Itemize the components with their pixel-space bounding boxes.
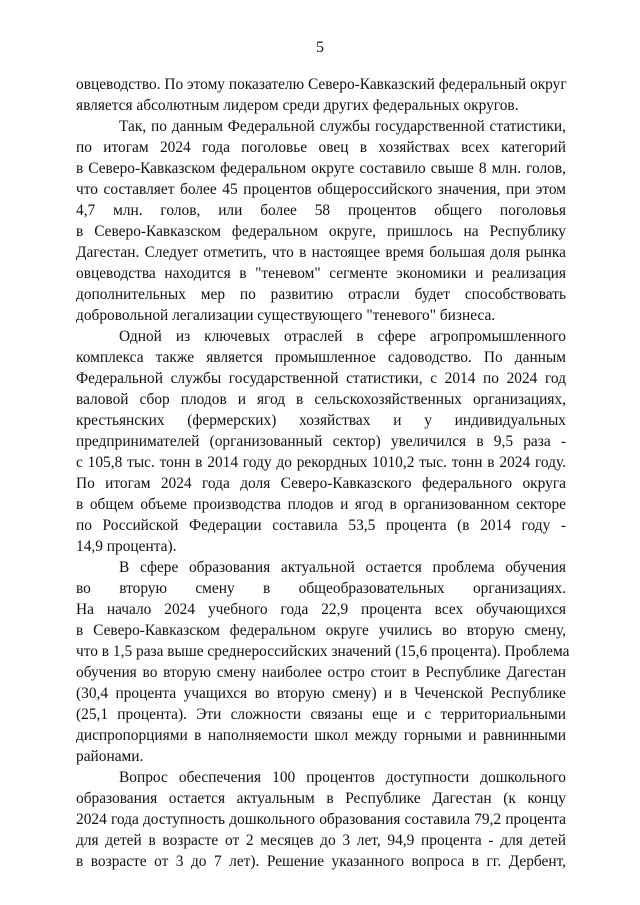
text-line: В сфере образования актуальной остается проблема обучения bbox=[119, 559, 566, 576]
text-line: 2024 года доступность дошкольного образования составила 79,2 процента bbox=[76, 811, 566, 828]
paragraph-4 bbox=[76, 557, 570, 767]
text-line: с 105,8 тыс. тонн в 2014 году до рекордных 1010,2 тыс. тонн в 2024 году. bbox=[76, 454, 566, 471]
text-line: в Северо-Кавказском федеральном округе учились во вторую смену, bbox=[76, 622, 566, 639]
text-line: что составляет более 45 процентов общероссийского значения, при этом bbox=[76, 181, 566, 198]
text-line: добровольной легализации существующего "теневого" бизнеса. bbox=[76, 307, 496, 324]
text-line: диспропорциями в наполняемости школ между горными и равнинными bbox=[76, 727, 566, 744]
text-line: комплекса также является промышленное садоводство. По данным bbox=[76, 349, 566, 366]
text-line: районами. bbox=[76, 748, 144, 765]
text-line: (30,4 процента учащихся во вторую смену) и в Чеченской Республике bbox=[76, 685, 566, 702]
text-line: Вопрос обеспечения 100 процентов доступности дошкольного bbox=[119, 769, 566, 786]
text-line: в общем объеме производства плодов и ягод в организованном секторе bbox=[76, 496, 566, 513]
text-line: во вторую смену в общеобразовательных организациях. bbox=[76, 580, 566, 597]
document-body bbox=[76, 74, 570, 872]
text-line: образования остается актуальным в Республике Дагестан (к концу bbox=[76, 790, 566, 807]
text-line: является абсолютным лидером среди других федеральных округов. bbox=[76, 97, 519, 114]
text-line: дополнительных мер по развитию отрасли будет способствовать bbox=[76, 286, 566, 303]
paragraph-3 bbox=[76, 326, 566, 557]
paragraph-5 bbox=[76, 767, 566, 872]
text-line: обучения во вторую смену наиболее остро стоит в Республике Дагестан bbox=[76, 664, 566, 681]
text-line: овцеводство. По этому показателю Северо-Кавказский федеральный округ bbox=[76, 76, 567, 93]
text-line: валовой сбор плодов и ягод в сельскохозяйственных организациях, bbox=[76, 391, 566, 408]
text-line: по Российской Федерации составила 53,5 процента (в 2014 году - bbox=[76, 517, 566, 534]
text-line: Так, по данным Федеральной службы государственной статистики, bbox=[119, 118, 566, 135]
text-line: предпринимателей (организованный сектор) увеличился в 9,5 раза - bbox=[76, 433, 566, 450]
text-line: овцеводства находится в "теневом" сегменте экономики и реализация bbox=[76, 265, 566, 282]
text-line: крестьянских (фермерских) хозяйствах и у индивидуальных bbox=[76, 412, 566, 429]
text-line: По итогам 2024 года доля Северо-Кавказского федерального округа bbox=[76, 475, 566, 492]
paragraph-2 bbox=[76, 116, 566, 326]
paragraph-1 bbox=[76, 74, 566, 116]
text-line: по итогам 2024 года поголовье овец в хозяйствах всех категорий bbox=[76, 139, 566, 156]
text-line: для детей в возрасте от 2 месяцев до 3 лет, 94,9 процента - для детей bbox=[76, 832, 566, 849]
text-line: (25,1 процента). Эти сложности связаны еще и с территориальными bbox=[76, 706, 566, 723]
text-line: На начало 2024 учебного года 22,9 процента всех обучающихся bbox=[76, 601, 566, 618]
text-line: Одной из ключевых отраслей в сфере агропромышленного bbox=[119, 328, 566, 345]
text-line: в Северо-Кавказском федеральном округе составило свыше 8 млн. голов, bbox=[76, 160, 566, 177]
text-line: 4,7 млн. голов, или более 58 процентов общего поголовья bbox=[76, 202, 566, 219]
page-number: 5 bbox=[316, 39, 324, 56]
text-line: что в 1,5 раза выше среднероссийских значений (15,6 процента). Проблема bbox=[76, 643, 570, 660]
text-line: Дагестан. Следует отметить, что в настоящее время большая доля рынка bbox=[76, 244, 566, 261]
text-line: в возрасте от 3 до 7 лет). Решение указанного вопроса в гг. Дербент, bbox=[76, 853, 566, 870]
text-line: в Северо-Кавказском федеральном округе, пришлось на Республику bbox=[76, 223, 566, 240]
text-line: 14,9 процента). bbox=[76, 538, 177, 555]
text-line: Федеральной службы государственной статистики, с 2014 по 2024 год bbox=[76, 370, 566, 387]
